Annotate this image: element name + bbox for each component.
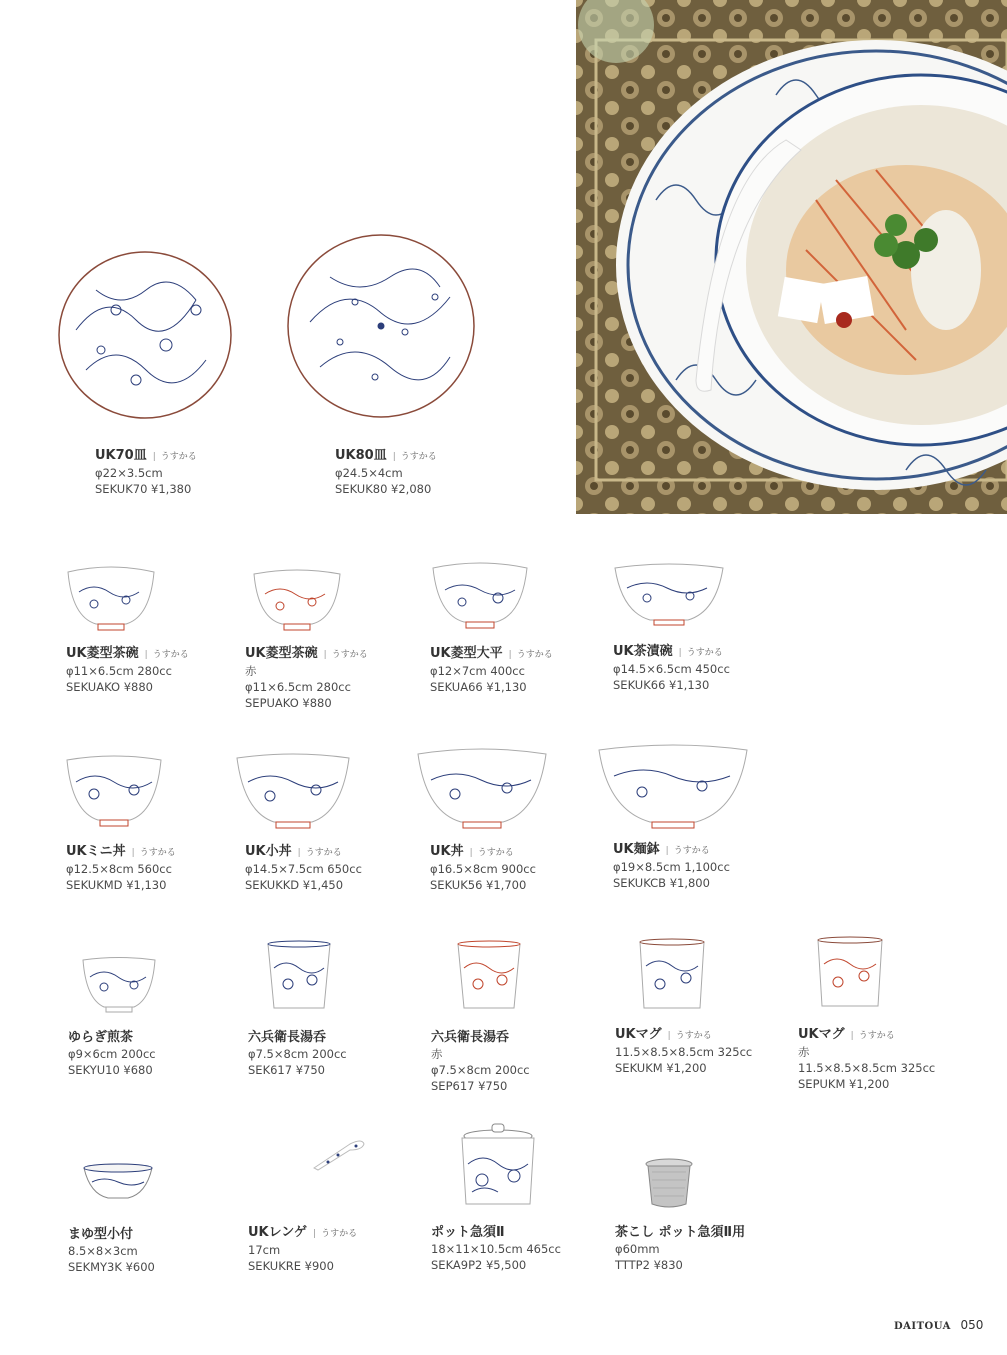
- plate-image: [56, 250, 234, 420]
- product-size: 11.5×8.5×8.5cm 325cc: [798, 1061, 936, 1075]
- product-color: 赤: [245, 664, 257, 678]
- bowl-image: [250, 566, 344, 634]
- product-name: UK菱型茶碗: [245, 646, 318, 661]
- product-code-price: SEKUKM ¥1,200: [615, 1061, 707, 1075]
- product-code-price: SEPUAKO ¥880: [245, 696, 332, 710]
- product-code-price: SEKUKCB ¥1,800: [613, 876, 710, 890]
- product-code-price: SEKUKMD ¥1,130: [66, 878, 167, 892]
- product-size: φ22×3.5cm: [95, 466, 163, 480]
- product-name: UKレンゲ: [248, 1225, 308, 1240]
- product-tag: | うすかる: [679, 648, 723, 658]
- product-name: まゆ型小付: [68, 1227, 134, 1242]
- product-code-price: SEKMY3K ¥600: [68, 1260, 155, 1274]
- product-code-price: SEKA9P2 ¥5,500: [431, 1258, 527, 1272]
- product-tag: | うすかる: [470, 848, 514, 858]
- product-color: 赤: [798, 1045, 810, 1059]
- product-tag: | うすかる: [132, 848, 176, 858]
- product-size: φ11×6.5cm 280cc: [245, 680, 351, 694]
- cup-image: [454, 940, 524, 1016]
- dish-image: [82, 1162, 154, 1202]
- product-size: φ11×6.5cm 280cc: [66, 664, 172, 678]
- product-tag: | うすかる: [313, 1229, 357, 1239]
- product-tag: | うすかる: [324, 650, 368, 660]
- product-size: φ9×6cm 200cc: [68, 1047, 156, 1061]
- plate-image: [285, 232, 477, 420]
- product-code-price: SEKUAKO ¥880: [66, 680, 153, 694]
- product-name: UK80皿: [335, 448, 387, 463]
- product-name: UK小丼: [245, 844, 292, 859]
- product-size: 18×11×10.5cm 465cc: [431, 1242, 561, 1256]
- product-size: φ14.5×7.5cm 650cc: [245, 862, 362, 876]
- product-name: UKマグ: [615, 1027, 662, 1042]
- cup-image: [80, 955, 158, 1015]
- product-code-price: SEKUKRE ¥900: [248, 1259, 334, 1273]
- product-size: φ16.5×8cm 900cc: [430, 862, 536, 876]
- product-tag: | うすかる: [851, 1031, 895, 1041]
- product-size: 8.5×8×3cm: [68, 1244, 138, 1258]
- strainer-image: [644, 1158, 694, 1210]
- product-size: φ12×7cm 400cc: [430, 664, 525, 678]
- product-code-price: SEKUK66 ¥1,130: [613, 678, 710, 692]
- cup-image: [264, 940, 334, 1016]
- product-code-price: SEKUA66 ¥1,130: [430, 680, 527, 694]
- bowl-image: [430, 560, 530, 632]
- bowl-image: [612, 562, 726, 630]
- product-size: φ19×8.5cm 1,100cc: [613, 860, 730, 874]
- product-code-price: SEKUK56 ¥1,700: [430, 878, 527, 892]
- product-code-price: SEK617 ¥750: [248, 1063, 325, 1077]
- bowl-image: [234, 752, 352, 832]
- product-tag: | うすかる: [145, 650, 189, 660]
- product-name: 茶こし ポット急須Ⅱ用: [615, 1225, 746, 1240]
- product-size: φ7.5×8cm 200cc: [248, 1047, 347, 1061]
- product-tag: | うすかる: [153, 452, 197, 462]
- product-name: UK丼: [430, 844, 464, 859]
- product-size: φ60mm: [615, 1242, 660, 1256]
- product-size: φ14.5×6.5cm 450cc: [613, 662, 730, 676]
- product-code-price: SEKUKKD ¥1,450: [245, 878, 344, 892]
- product-code-price: SEKYU10 ¥680: [68, 1063, 153, 1077]
- product-name: UK菱型大平: [430, 646, 503, 661]
- product-tag: | うすかる: [298, 848, 342, 858]
- product-name: UKミニ丼: [66, 844, 126, 859]
- product-name: 六兵衛長湯呑: [431, 1030, 510, 1045]
- mug-image: [634, 938, 714, 1014]
- product-name: 六兵衛長湯呑: [248, 1030, 327, 1045]
- hero-photo: [576, 0, 1007, 514]
- bowl-image: [415, 746, 549, 832]
- bowl-image: [64, 754, 164, 830]
- product-code-price: SEKUK70 ¥1,380: [95, 482, 192, 496]
- spoon-image: [310, 1138, 368, 1172]
- product-tag: | うすかる: [666, 846, 710, 856]
- product-size: φ24.5×4cm: [335, 466, 403, 480]
- page-number: 050: [960, 1318, 984, 1332]
- product-color: 赤: [431, 1047, 443, 1061]
- product-tag: | うすかる: [393, 452, 437, 462]
- product-size: 17cm: [248, 1243, 281, 1257]
- teapot-image: [452, 1120, 544, 1214]
- product-tag: | うすかる: [509, 650, 553, 660]
- product-name: UKマグ: [798, 1027, 845, 1042]
- product-name: UK麺鉢: [613, 842, 660, 857]
- product-name: UK茶漬碗: [613, 644, 673, 659]
- product-name: ゆらぎ煎茶: [68, 1030, 134, 1045]
- product-code-price: SEKUK80 ¥2,080: [335, 482, 432, 496]
- product-tag: | うすかる: [668, 1031, 712, 1041]
- product-size: φ7.5×8cm 200cc: [431, 1063, 530, 1077]
- product-name: ポット急須Ⅱ: [431, 1225, 505, 1240]
- product-code-price: TTTP2 ¥830: [615, 1258, 683, 1272]
- product-name: UK70皿: [95, 448, 147, 463]
- product-size: 11.5×8.5×8.5cm 325cc: [615, 1045, 753, 1059]
- product-code-price: SEP617 ¥750: [431, 1079, 508, 1093]
- mug-image: [812, 936, 892, 1012]
- product-size: φ12.5×8cm 560cc: [66, 862, 172, 876]
- bowl-image: [596, 742, 750, 832]
- product-name: UK菱型茶碗: [66, 646, 139, 661]
- bowl-image: [64, 562, 158, 634]
- page-footer: [894, 1318, 983, 1332]
- brand-name: DAITOUA: [894, 1321, 951, 1332]
- product-code-price: SEPUKM ¥1,200: [798, 1077, 890, 1091]
